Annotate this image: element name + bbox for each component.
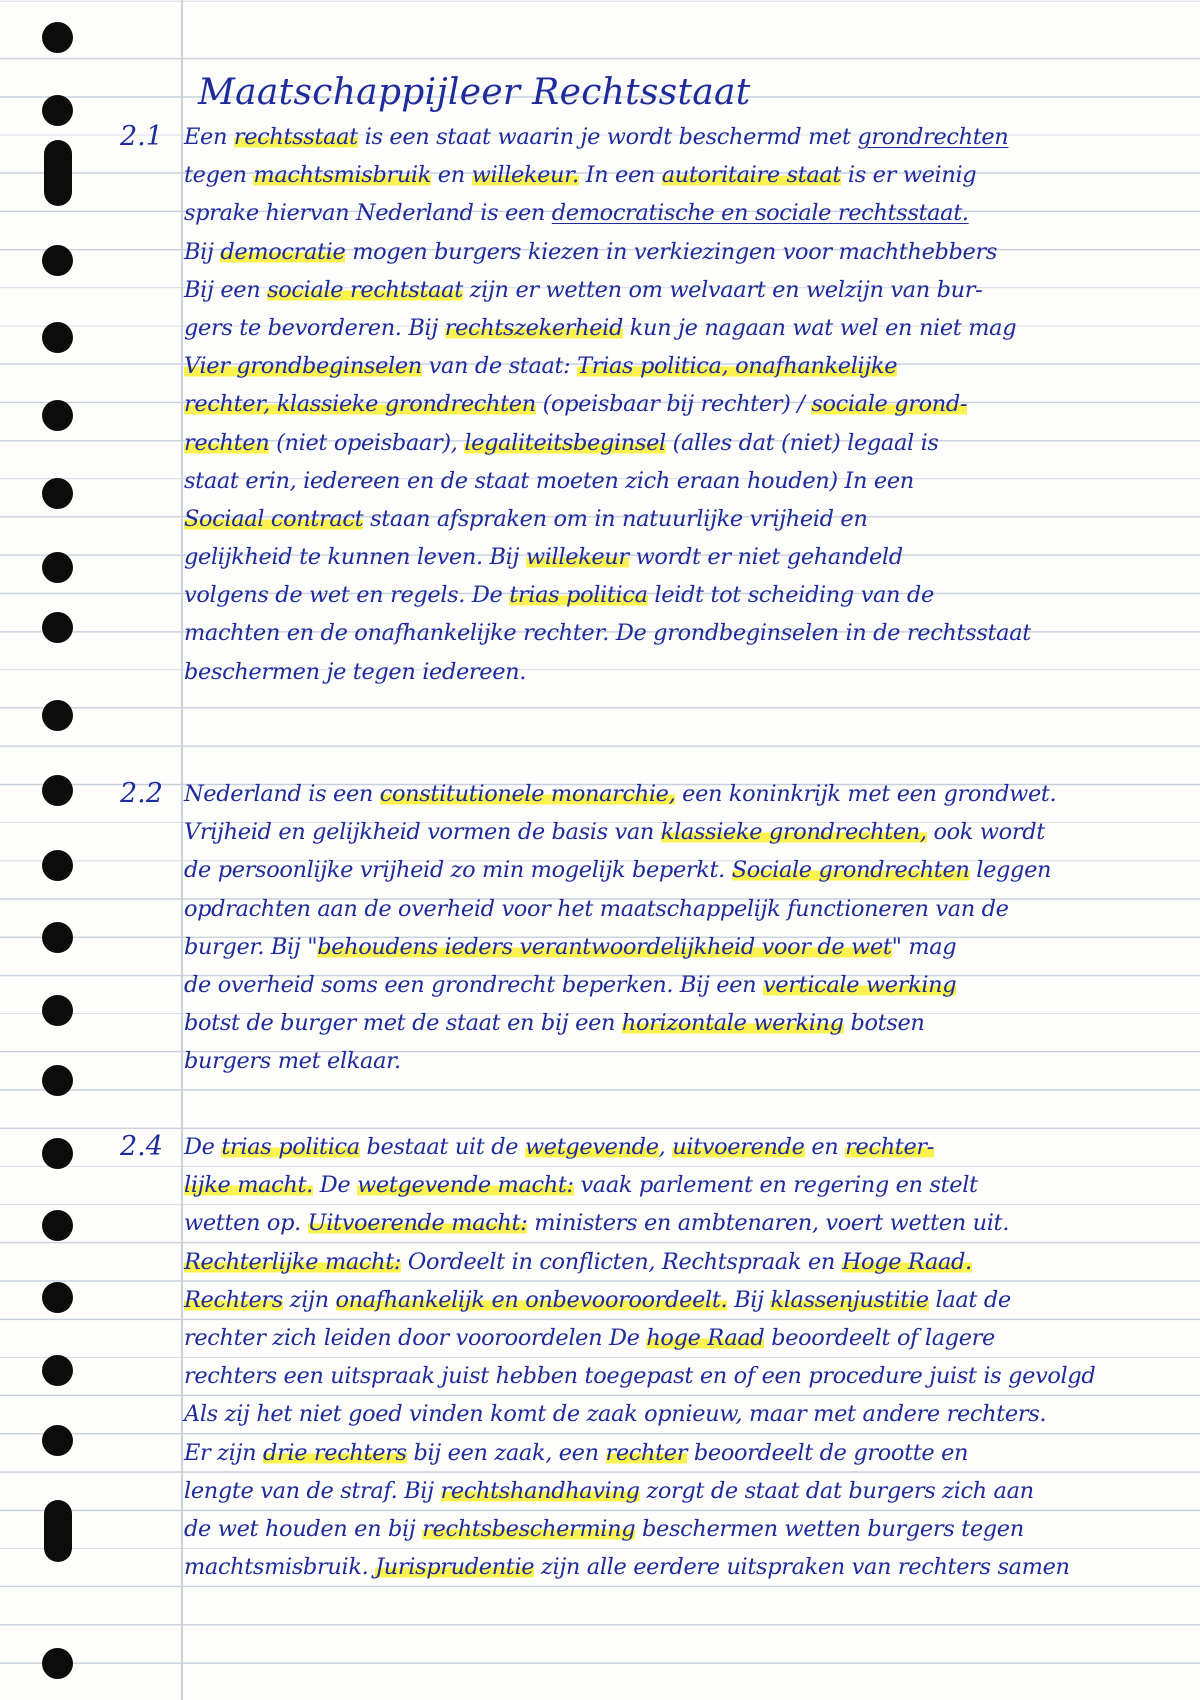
punch-hole — [42, 1648, 73, 1679]
highlighted-term: klassieke grondrechten, — [660, 819, 927, 846]
highlighted-term: machtsmisbruik — [253, 162, 432, 189]
highlighted-term: verticale werking — [763, 971, 957, 998]
highlighted-term: Hoge Raad. — [841, 1248, 972, 1275]
text-run: Bij — [184, 238, 221, 265]
text-line — [184, 118, 1200, 156]
text-line — [184, 156, 1200, 194]
highlighted-term: Vier grondbeginselen — [184, 353, 422, 380]
text-line — [184, 576, 1200, 614]
text-line — [184, 271, 1200, 309]
punch-hole — [42, 478, 73, 509]
text-run: gers te bevorderen. Bij — [184, 314, 445, 341]
highlighted-term: behoudens ieders verantwoordelijkheid voor de wet — [317, 933, 892, 960]
underlined-term: democratische en sociale rechtsstaat. — [551, 200, 969, 227]
text-run: staat erin, iedereen en de staat moeten zich eraan houden) In een — [184, 467, 914, 494]
text-run: bij een zaak, een — [406, 1439, 606, 1466]
punch-hole — [44, 1500, 72, 1562]
highlighted-term: trias politica — [221, 1134, 360, 1160]
text-run: is er weinig — [841, 162, 977, 189]
highlighted-term: wetgevende macht: — [357, 1172, 574, 1199]
text-run: is een staat waarin je wordt beschermd met — [357, 124, 858, 150]
text-line — [184, 1166, 1200, 1204]
text-run: wetten op. — [184, 1210, 308, 1237]
highlighted-term: horizontale werking — [621, 1010, 844, 1037]
text-run: tegen — [184, 162, 254, 189]
text-run: de overheid soms een grondrecht beperken. Bij een — [184, 971, 764, 998]
text-run: De — [184, 1134, 222, 1160]
text-run: botst de burger met de staat en bij een — [184, 1010, 622, 1037]
text-run: wordt er niet gehandeld — [628, 544, 903, 571]
highlighted-term: sociale rechtstaat — [267, 276, 463, 303]
highlighted-term: Sociaal contract — [184, 505, 364, 532]
text-run: Vrijheid en gelijkheid vormen de basis van — [184, 819, 661, 846]
text-run: de wet houden en bij — [184, 1515, 423, 1542]
text-line — [184, 194, 1200, 232]
text-run: mogen burgers kiezen in verkiezingen voor machthebbers — [345, 238, 997, 265]
text-line — [184, 1204, 1200, 1242]
punch-hole — [42, 400, 73, 431]
text-line — [184, 1004, 1200, 1042]
highlighted-term: rechter- — [845, 1134, 934, 1160]
text-run: lengte van de straf. Bij — [184, 1477, 441, 1504]
highlighted-term: rechtsbescherming — [422, 1515, 636, 1542]
text-run: In een — [578, 162, 662, 189]
punch-hole — [42, 22, 73, 53]
punch-hole — [42, 1425, 73, 1456]
text-run: beoordeelt of lagere — [764, 1324, 995, 1351]
text-run: een koninkrijk met een grondwet. — [675, 781, 1057, 807]
section-number: 2.1 — [120, 121, 163, 152]
text-run: " mag — [891, 933, 957, 960]
section-number: 2.4 — [120, 1131, 163, 1162]
text-line — [184, 614, 1200, 652]
highlighted-term: democratie — [220, 238, 346, 265]
margin-line — [181, 0, 183, 1700]
text-run: zijn — [282, 1286, 336, 1313]
section-text — [184, 775, 1200, 1081]
text-run: (niet opeisbaar), — [269, 429, 465, 456]
text-run: Bij een — [184, 276, 268, 303]
text-line — [184, 1042, 1200, 1080]
text-line — [184, 775, 1200, 813]
highlighted-term: Jurisprudentie — [375, 1554, 535, 1581]
text-line — [184, 385, 1200, 423]
highlighted-term: Uitvoerende macht: — [307, 1210, 528, 1237]
highlighted-term: Rechters — [184, 1286, 283, 1313]
text-line — [184, 653, 1200, 691]
text-line — [184, 233, 1200, 271]
text-line — [184, 1357, 1200, 1395]
text-run: zijn er wetten om welvaart en welzijn van bur- — [462, 276, 983, 303]
punch-hole — [42, 612, 73, 643]
punch-hole — [42, 775, 73, 806]
highlighted-term: Trias politica, onafhankelijke — [577, 353, 898, 380]
text-run: beschermen je tegen iedereen. — [184, 658, 527, 685]
highlighted-term: hoge Raad — [646, 1324, 765, 1351]
text-line — [184, 851, 1200, 889]
text-line — [184, 1319, 1200, 1357]
text-run: botsen — [843, 1010, 925, 1037]
text-run: Nederland is een — [184, 781, 380, 807]
punch-hole — [42, 922, 73, 953]
text-run: zijn alle eerdere uitspraken van rechters samen — [534, 1554, 1070, 1581]
text-line — [184, 1243, 1200, 1281]
highlighted-term: willekeur — [525, 544, 629, 571]
highlighted-term: Sociale grondrechten — [731, 857, 970, 884]
highlighted-term: wetgevende — [524, 1134, 659, 1160]
text-line — [184, 424, 1200, 462]
text-run: gelijkheid te kunnen leven. Bij — [184, 544, 526, 571]
text-run: laat de — [928, 1286, 1011, 1313]
text-run: Oordeelt in conflicten, Rechtspraak en — [401, 1248, 842, 1275]
text-line — [184, 1281, 1200, 1319]
text-line — [184, 928, 1200, 966]
punch-hole — [42, 1282, 73, 1313]
highlighted-term: Rechterlijke macht: — [184, 1248, 402, 1275]
text-run: De — [312, 1172, 358, 1199]
highlighted-term: rechtsstaat — [233, 124, 358, 150]
punch-hole — [42, 552, 73, 583]
text-run: burger. Bij " — [184, 933, 318, 960]
text-run: beoordeelt de grootte en — [687, 1439, 969, 1466]
highlighted-term: uitvoerende — [672, 1134, 805, 1160]
text-line — [184, 500, 1200, 538]
text-run: sprake hiervan Nederland is een — [184, 200, 552, 227]
highlighted-term: klassenjustitie — [770, 1286, 929, 1313]
text-run: leidt tot scheiding van de — [647, 582, 934, 609]
text-run: Als zij het niet goed vinden komt de zaak opnieuw, maar met andere rechters. — [184, 1401, 1047, 1428]
highlighted-term: rechtszekerheid — [444, 314, 623, 341]
text-run: opdrachten aan de overheid voor het maatschappelijk functioneren van de — [184, 895, 1009, 922]
highlighted-term: rechten — [184, 429, 270, 456]
punch-hole — [42, 95, 73, 126]
text-line — [184, 890, 1200, 928]
text-run: ook wordt — [926, 819, 1045, 846]
text-run: machtsmisbruik. — [184, 1554, 376, 1581]
text-line — [184, 309, 1200, 347]
text-run: ministers en ambtenaren, voert wetten uit. — [527, 1210, 1009, 1237]
highlighted-term: legaliteitsbeginsel — [464, 429, 666, 456]
text-run: leggen — [969, 857, 1052, 884]
text-run: van de staat: — [421, 353, 578, 380]
punch-hole — [42, 1210, 73, 1241]
text-run: staan afspraken om in natuurlijke vrijheid en — [363, 505, 868, 532]
text-line — [184, 1548, 1200, 1586]
punch-hole — [42, 245, 73, 276]
punch-hole — [42, 1355, 73, 1386]
text-run: (opeisbaar bij rechter) / — [535, 391, 812, 418]
text-line — [184, 1472, 1200, 1510]
text-run: beschermen wetten burgers tegen — [635, 1515, 1024, 1542]
text-line — [184, 1128, 1200, 1166]
text-run: burgers met elkaar. — [184, 1048, 401, 1075]
text-run: volgens de wet en regels. De — [184, 582, 510, 609]
section-text — [184, 1128, 1200, 1586]
text-run: zorgt de staat dat burgers zich aan — [639, 1477, 1034, 1504]
page-title: Maatschappijleer Rechtsstaat — [198, 72, 751, 113]
highlighted-term: drie rechters — [262, 1439, 407, 1466]
highlighted-term: willekeur. — [471, 162, 579, 189]
text-run: de persoonlijke vrijheid zo min mogelijk beperkt. — [184, 857, 732, 884]
text-run: machten en de onafhankelijke rechter. De grondbeginselen in de rechtsstaat — [184, 620, 1031, 647]
punch-hole — [42, 322, 73, 353]
text-run: en — [804, 1134, 846, 1160]
punch-hole — [42, 850, 73, 881]
text-run: (alles dat (niet) legaal is — [665, 429, 939, 456]
highlighted-term: autoritaire staat — [661, 162, 842, 189]
text-run: , — [658, 1134, 673, 1160]
text-line — [184, 347, 1200, 385]
text-run: kun je nagaan wat wel en niet mag — [623, 314, 1017, 341]
text-run: rechter zich leiden door vooroordelen De — [184, 1324, 647, 1351]
text-line — [184, 538, 1200, 576]
underlined-term: grondrechten — [857, 124, 1009, 150]
text-line — [184, 1510, 1200, 1548]
text-run: rechters een uitspraak juist hebben toegepast en of een procedure juist is gevolgd — [184, 1363, 1096, 1390]
punch-hole — [44, 140, 72, 206]
text-run: en — [431, 162, 472, 189]
highlighted-term: rechter, klassieke grondrechten — [184, 391, 536, 418]
text-run: Er zijn — [184, 1439, 263, 1466]
highlighted-term: rechtshandhaving — [440, 1477, 640, 1504]
text-run: vaak parlement en regering en stelt — [573, 1172, 978, 1199]
highlighted-term: sociale grond- — [811, 391, 968, 418]
text-line — [184, 966, 1200, 1004]
highlighted-term: onafhankelijk en onbevooroordeelt. — [335, 1286, 728, 1313]
section-number: 2.2 — [120, 778, 163, 809]
punch-hole — [42, 995, 73, 1026]
highlighted-term: rechter — [605, 1439, 688, 1466]
text-line — [184, 1395, 1200, 1433]
text-run: Een — [184, 124, 234, 150]
text-line — [184, 813, 1200, 851]
highlighted-term: lijke macht. — [184, 1172, 313, 1199]
highlighted-term: trias politica — [509, 582, 648, 609]
text-line — [184, 1434, 1200, 1472]
text-run: Bij — [727, 1286, 771, 1313]
punch-hole — [42, 1065, 73, 1096]
punch-hole — [42, 700, 73, 731]
highlighted-term: constitutionele monarchie, — [379, 781, 676, 807]
punch-hole — [42, 1138, 73, 1169]
text-run: bestaat uit de — [359, 1134, 525, 1160]
text-line — [184, 462, 1200, 500]
section-text — [184, 118, 1200, 691]
